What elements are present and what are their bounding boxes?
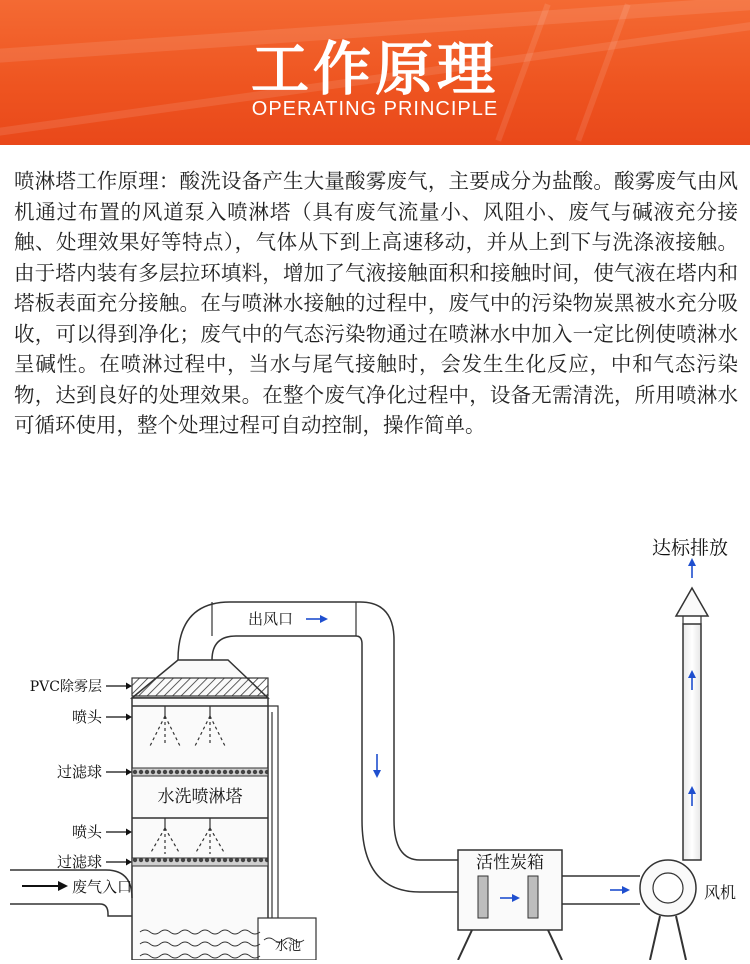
scrubber-tower [132, 602, 394, 960]
page-title: 工作原理 [250, 35, 499, 103]
filter-ball-layer-upper [132, 768, 268, 776]
label-discharge: 达标排放 [651, 537, 729, 559]
label-pvc-demister: PVC除雾层 [29, 679, 102, 695]
page-subtitle: OPERATING PRINCIPLE [251, 98, 499, 120]
label-gas-inlet: 废气入口 [72, 878, 133, 896]
water-circulation-pipe [268, 706, 278, 920]
label-water-pool: 水池 [274, 939, 302, 954]
label-filter-ball-lower: 过滤球 [56, 853, 102, 871]
scrubber-diagram [0, 520, 750, 960]
label-nozzle-lower: 喷头 [71, 823, 102, 841]
label-tower: 水洗喷淋塔 [157, 787, 243, 807]
filter-ball-layer-lower [132, 858, 268, 866]
pvc-demister-layer [132, 678, 268, 696]
label-fan: 风机 [704, 883, 737, 902]
label-air-outlet: 出风口 [248, 610, 294, 628]
label-carbon-box: 活性炭箱 [476, 853, 544, 873]
gas-inlet-arrow [22, 881, 68, 891]
air-outlet-arrow [306, 615, 328, 623]
fan [640, 860, 696, 960]
flow-arrow-down [373, 754, 381, 778]
principle-description: 喷淋塔工作原理：酸洗设备产生大量酸雾废气，主要成分为盐酸。酸雾废气由风机通过布置的风道泵入喷淋塔（具有废气流量小、风阻小、废气与碱液充分接触、处理效果好等特点），气体从下到上高速移动，并从上到下与洗涤液接触。由于塔内装有多层拉环填料，增加了气液接触面积和接触时间，使气液在塔内和塔板表面充分接触。在与喷淋水接触的过程中，废气中的污染物炭黑被水充分吸收，可以得到净化；废气中的气态污染物通过在喷淋水中加入一定比例使喷淋水呈碱性。在喷淋过程中，当水与尾气接触时，会发生生化反应，中和气态污染物，达到良好的处理效果。在整个废气净化过程中，设备无需清洗，所用喷淋水可循环使用，整个处理过程可自动控制，操作简单。 [14, 169, 738, 437]
label-leaders [106, 683, 132, 866]
label-filter-ball-upper: 过滤球 [56, 763, 102, 781]
flow-arrow-right [610, 886, 630, 894]
exhaust-stack [676, 588, 708, 860]
label-nozzle-upper: 喷头 [71, 708, 102, 726]
header-banner [0, 0, 750, 145]
outlet-duct [362, 820, 458, 892]
